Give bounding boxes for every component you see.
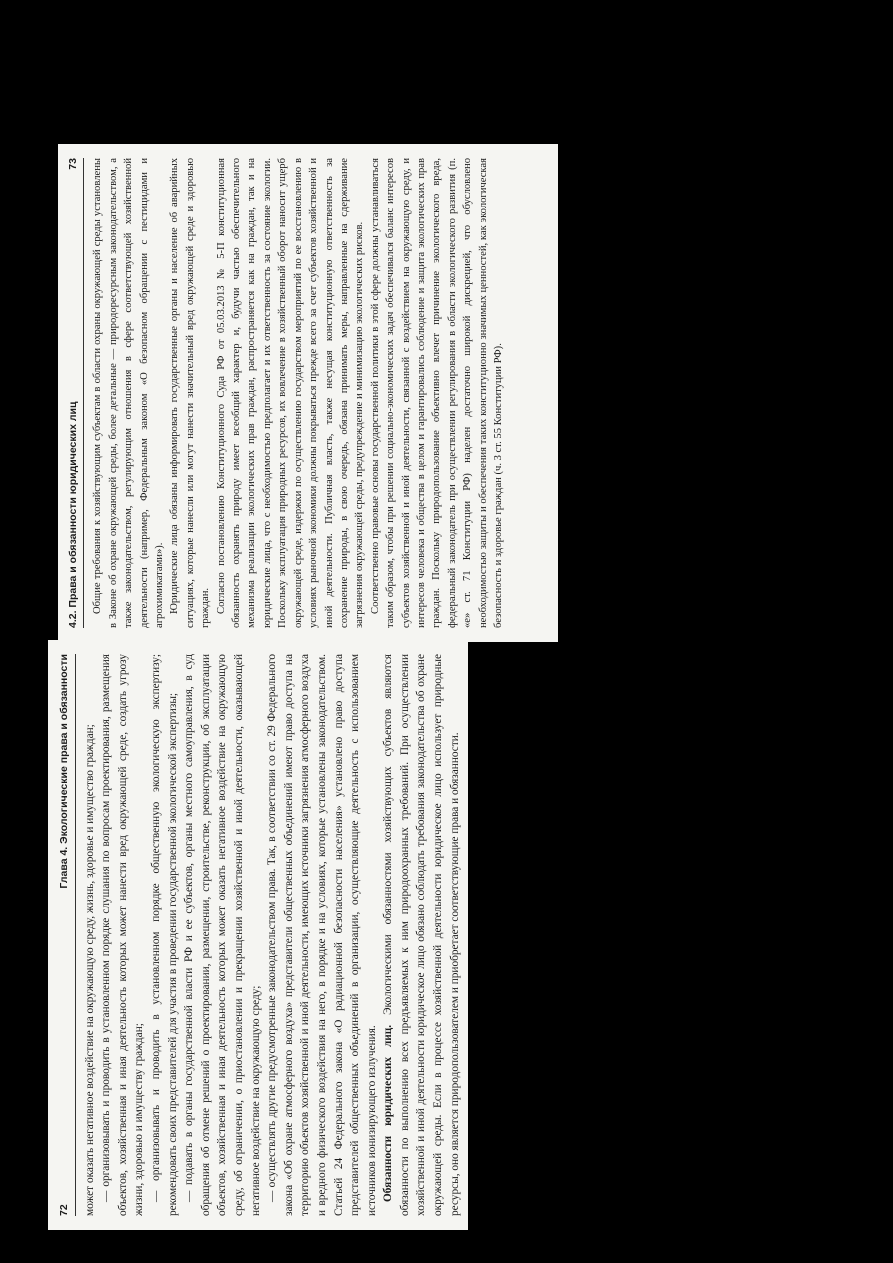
paragraph: Согласно постановлению Конституционного Суда РФ от 05.03.2013 № 5-П конституционная обязанность охранять природу имеет всеобщий характер и, будучи частью обеспечительного механизма реализации экологических прав граждан, распространяется как на граждан, так и на юридические лица, что с необходимостью предполагает и их ответственность за состояние экологии. Поскольку эксплуатация природных ресурсов, их вовлечение в хозяйственный оборот наносит ущерб окружающей среде, издержки по осуществлению государством мероприятий по ее восстановлению в условиях рыночной экономики должны покрываться прежде всего за счет субъектов хозяйственной и иной деятельности. Публичная власть, также несущая конституционную ответственность за сохранение природы, в свою очередь, обязана принимать меры, направленные на сдерживание загрязнения окружающей среды, предупреждение и минимизацию экологических рисков. (215, 158, 366, 628)
paragraph: может оказать негативное воздействие на окружающую среду, жизнь, здоровье и имущество граждан; (83, 724, 96, 1216)
paragraph: — организовывать и проводить в установленном порядке общественную экологическую экспертизу; рекомендовать своих представителей для участия в проведении государственной экологической экспертизы; (149, 654, 179, 1216)
section-lead-in: Обязанности юридических лиц. (382, 1024, 395, 1202)
paragraph: Общие требования к хозяйствующим субъектам в области охраны окружающей среды установлены в Законе об охране окружающей среды, более детальные — природоресурсным законодательством, а также законодательством, регулирующим отношения в сфере соответствующей хозяйственной деятельности (например, Федеральным законом «О безопасном обращении с пестицидами и агрохимикатами»). (92, 158, 166, 628)
paragraph: — осуществлять другие предусмотренные законодательством права. Так, в соответствии со ст. 29 Федерального закона «Об охране атмосферного воздуха» представители общественных объединений имеют право доступа на территорию объектов хозяйственной и иной деятельности, имеющих источники загрязнения атмосферного воздуха и вредного физического воздействия на него, в порядке и на условиях, которые установлены законодательством. Статьей 24 Федерального закона «О радиационной безопасности населения» установлено право доступа представителей общественных объединений в организации, осуществляющие деятельность с использованием источников ионизирующего излучения. (266, 654, 378, 1216)
running-head-title-left: Глава 4. Экологические права и обязанности (58, 654, 70, 889)
paragraph: Юридические лица обязаны информировать государственные органы и население об аварийных ситуациях, которые нанесли или могут нанести значительный вред окружающей среде и здоровью граждан. (169, 158, 212, 628)
page-left (48, 640, 468, 1230)
running-head-left (56, 654, 76, 1216)
section-lead-text: Экологическими обязанностями хозяйствующих субъектов являются обязанности по выполнению всех предъявляемых к ним природоохранных требований. При осуществлении хозяйственной и иной деятельности юридическое лицо обязано соблюдать требования законодательства об охране окружающей среды. Если в процессе хозяйственной деятельности юридическое лицо использует природные ресурсы, оно является природопользователем и приобретает соответствующие права и обязанности. (382, 653, 461, 1216)
page-right (58, 144, 558, 642)
running-head-title-right: 4.2. Права и обязанности юридических лиц (67, 401, 79, 628)
page-number-left: 72 (58, 1204, 70, 1216)
paragraph: — организовывать и проводить в установленном порядке слушания по вопросам проектирования, размещения объектов, хозяйственная и иная деятельность которых может нанести вред окружающей среде, создать угрозу жизни, здоровью и имуществу граждан; (100, 654, 146, 1216)
paragraph: Соответственно правовые основы государственной политики в этой сфере должны устанавливаться таким образом, чтобы при решении социально-экономических задач обеспечивался баланс интересов субъектов хозяйственной и иной деятельности, связанной с воздействием на окружающую среду, и интересов человека и общества в целом и гарантировались соблюдение и защита экологических прав граждан. Поскольку природопользование объективно влечет причинение экологического вреда, федеральный законодатель при осуществлении регулирования в области экологического развития (п. «е» ст. 71 Конституции РФ) наделен достаточно широкой дискрецией, что обусловлено необходимостью защиты и обеспечения таких конституционно значимых ценностей, как экологическая безопасность и здоровье граждан (ч. 3 ст. 55 Конституции РФ). (369, 158, 504, 628)
page-number-right: 73 (67, 158, 79, 170)
running-head-right (66, 158, 84, 628)
paragraph: — подавать в органы государственной власти РФ и ее субъектов, органы местного самоуправления, в суд обращения об отмене решений о проектировании, размещении, строительстве, реконструкции, об эксплуатации объектов, хозяйственная и иная деятельность которых может оказать негативное воздействие на окружающую среду, об ограничении, о приостановлении и прекращении хозяйственной и иной деятельности, оказывающей негативное воздействие на окружающую среду; (183, 654, 262, 1216)
paragraph-obligations (380, 654, 463, 1216)
